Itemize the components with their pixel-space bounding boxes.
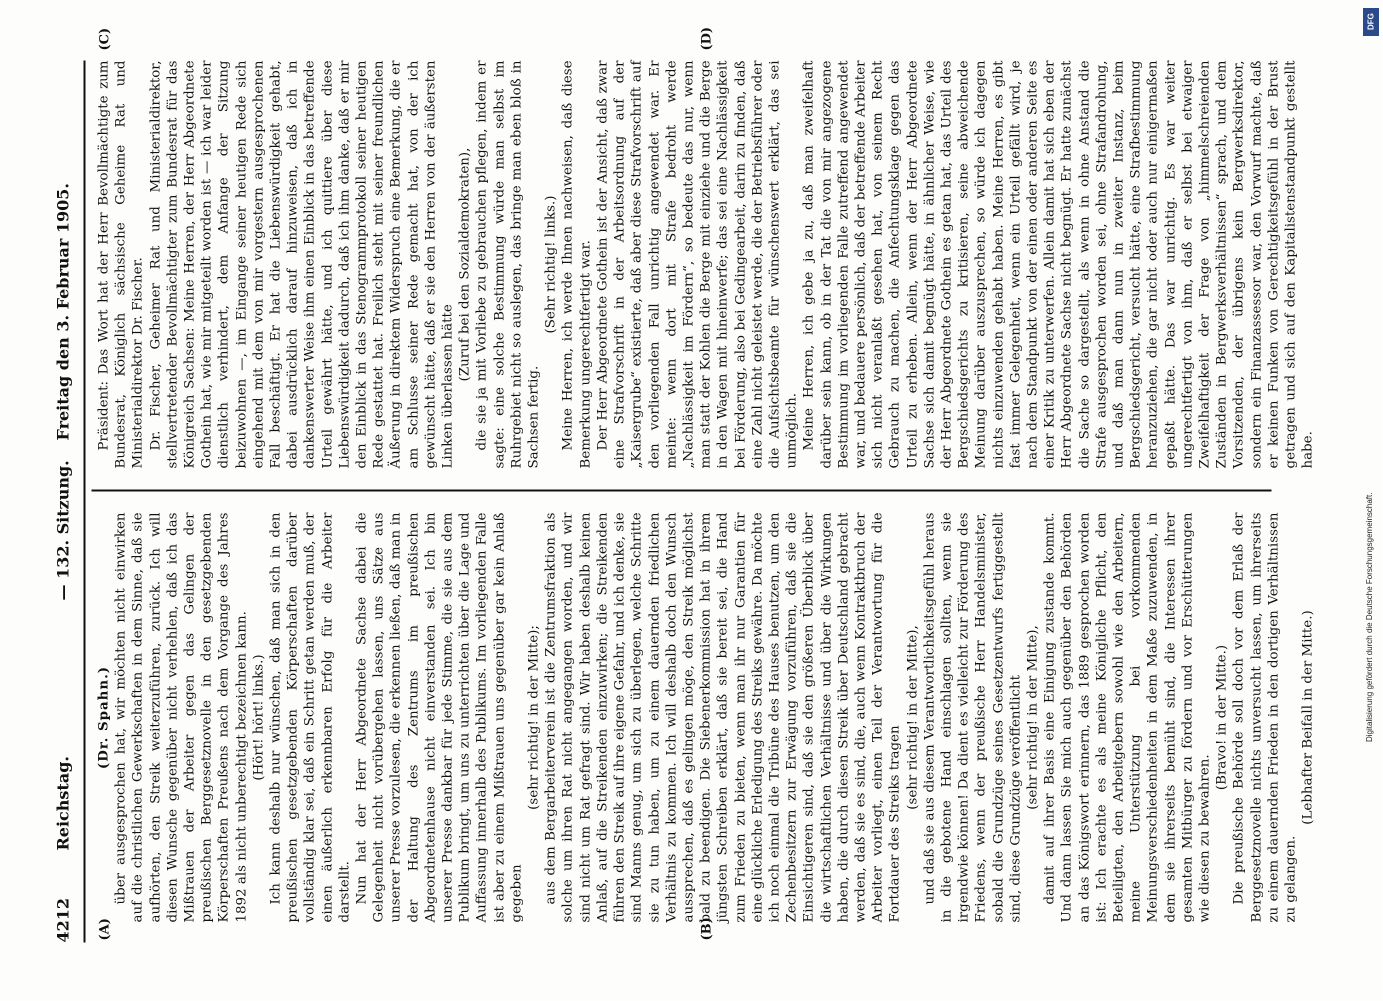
- header-date: Freitag den 3. Februar 1905.: [53, 182, 73, 441]
- paragraph: und daß sie aus diesem Verantwortlichkeitsgefühl heraus in die gebotene Hand einschlagen sollten, wenn sie irgendwie können! Da dient es vielleicht zur Förderung des Friedens, wenn der preußische Herr Handelsminister, sobald die Grundzüge seines Gesetzentwurfs fertiggestellt sind, diese Grundzüge veröffentlicht: [922, 512, 1024, 923]
- side-strip: [1361, 0, 1383, 1000]
- paragraph: Nun hat der Herr Abgeordnete Sachse dabei die Gelegenheit nicht vorübergehen lassen, uns Sätze aus unserer Presse vorzulesen, die erkennen ließen, daß man in der Haltung des Zentrums im preußischen Abgeordnetenhause nicht einverstanden sei. Ich bin unserer Presse dankbar für jede Stimme, die sie aus dem Publikum bringt, um uns zu unterrichten über die Lage und Auffassung innerhalb des Publikums. Im vorliegenden Falle ist aber zu einem Mißtrauen uns gegenüber gar kein Anlaß gegeben: [354, 512, 525, 923]
- column-divider: [92, 490, 1272, 492]
- paragraph: aus dem Bergarbeiterverein ist die Zentrumsfraktion als solche um ihren Rat nicht angegangen worden, und wir sind nicht um Rat gefragt sind. Wir haben deshalb keinen Anlaß, auf die Streikenden einzuwirken; die Streikenden führen den Streik auf ihre eigene Gefahr, und ich denke, sie sind Manns genug, um sich zu überlegen, welche Schritte sie zu tun haben, um zu einem dauernden friedlichen Verhältnis zu kommen. Ich will deshalb doch den Wunsch aussprechen, daß es gelingen möge, den Streik möglichst bald zu beendigen. Die Siebenerkommission hat in ihrem jüngsten Schreiben erklärt, daß sie bereit sei, die Hand zum Frieden zu bieten, wenn man ihr nur Garantien für eine glückliche Erledigung des Streiks gewähre. Da möchte ich noch einmal die Tribüne des Hauses benutzen, um den Zechenbesitzern zur Erwägung vorzuführen, daß sie die Einsichtigeren sind, daß sie den größeren Überblick über die wirtschaftlichen Verhältnisse und über die Wirkungen haben, die durch diesen Streik über Deutschland gebracht werden, daß sie es sind, die, auch wenn Kontraktbruch der Arbeiter vorliegt, einen Teil der Verantwortung für die Fortdauer des Streiks tragen: [543, 512, 903, 923]
- interjection: (Lebhafter Beifall in der Mitte.): [1300, 610, 1316, 825]
- paragraph: Dr. Fischer, Geheimer Rat und Ministerialdirektor, stellvertretender Bevollmächtigter zum Bundesrat für das Königreich Sachsen: Meine Herren, der Herr Abgeordnete Gothein hat, wie mir mitgeteilt worden ist — ich war leider dienstlich verhindert, dem Anfange der Sitzung beizuwohnen —, im Eingange seiner heutigen Rede sich eingehend mit dem von mir vorgestern ausgesprochenen Fall beschäftigt. Er hat die Liebenswürdigkeit gehabt, dabei ausdrücklich darauf hinzuweisen, daß ich in dankenswerter Weise ihm einen Einblick in das betreffende Urteil gewährt hätte, und ich quittiere über diese Liebenswürdigkeit dadurch, daß ich ihm danke, daß er mir den Einblick in das Stenogrammprotokoll seiner heutigen Rede gestattet hat. Freilich steht mit seiner freundlichen Äußerung in direktem Widerspruch eine Bemerkung, die er am Schlusse seiner Rede gemacht hat, von der ich gewünscht hätte, daß er sie den Herren von der äußersten Linken überlassen hätte: [148, 60, 456, 469]
- rotated-page: [0, 1, 1383, 1001]
- paragraph: die sie ja mit Vorliebe zu gebrauchen pflegen, indem er sagte: eine solche Bestimmung würde man selbst im Ruhrgebiet nicht so auslegen, das bringe man eben bloß in Sachsen fertig.: [474, 60, 542, 469]
- interjection: (sehr richtig! in der Mitte),: [905, 625, 921, 810]
- paragraph: Präsident: Das Wort hat der Herr Bevollmächtigte zum Bundesrat, Königlich sächsische Geheime Rat und Ministerialdirektor Dr. Fischer.: [96, 60, 146, 469]
- margin-mark-c: (C): [97, 27, 113, 51]
- dfg-logo: DFG: [1363, 8, 1379, 36]
- paragraph: Meine Herren, ich gebe ja zu, daß man zweifelhaft darüber sein kann, ob in der Tat die von mir angezogene Bestimmung im vorliegenden Falle zutreffend angewendet war, und bedauere persönlich, daß der betreffende Arbeiter sich nicht veranlaßt gesehen hat, von seinem Recht Gebrauch zu machen, die Anfechtungsklage gegen das Urteil zu erheben. Allein, wenn der Herr Abgeordnete Sachse sich damit begnügt hätte, in ähnlicher Weise, wie der Herr Abgeordnete Gothein es getan hat, das Urteil des Bergschiedsgerichts zu kritisieren, seine abweichende Meinung darüber auszusprechen, so würde ich dagegen nichts einzuwenden gehabt haben. Meine Herren, es gibt fast immer Gelegenheit, wenn ein Urteil gefällt wird, je nach dem Standpunkt von der einen oder anderen Seite es einer Kritik zu unterwerfen. Allein damit hat sich eben der Herr Abgeordnete Sachse nicht begnügt. Er hatte zunächst die Sache so dargestellt, als wenn in ohne Anstand die Strafe ausgesprochen worden sei, ohne Strafandrohung, und daß man dann nun in zweiter Instanz, beim Bergschiedsgericht, versucht hätte, eine Strafbestimmung heranzuziehen, die gar nicht oder auch nur einigermaßen gepaßt hätte. Das war unrichtig. Es war weiter ungerechtfertigt von ihm, daß er selbst bei etwaiger Zweifelhaftigkeit der Frage von „himmelschreienden Zuständen in Bergwerksverhältnissen“ sprach, und dem Vorsitzenden, der übrigens kein Bergwerksdirektor, sondern ein Finanzassessor war, den Vorwurf machte, daß er keinen Funken von Gerechtigkeitsgefühl in der Brust getragen und sich auf den Kapitalistenstandpunkt gestellt habe.: [801, 60, 1316, 469]
- margin-mark-a: (A): [97, 918, 113, 941]
- interjection: (sehr richtig! in der Mitte);: [526, 625, 542, 810]
- paragraph: Meine Herren, ich werde Ihnen nachweisen, daß diese Bemerkung ungerechtfertigt war.: [560, 60, 594, 469]
- paragraph: damit auf ihrer Basis eine Einigung zustande kommt. Und dann lassen Sie mich auch gegenüber den Behörden an das Königswort erinnern, das 1889 gesprochen worden ist: Ich erachte es als meine Königliche Pflicht, den Beteiligten, den Arbeitgebern sowohl wie den Arbeitern, meine Unterstützung bei vorkommenden Meinungsverschiedenheiten in dem Maße zuzuwenden, in dem sie ihrerseits bemüht sind, die Interessen ihrer gesamten Mitbürger zu fördern und vor Erschütterungen wie diesen zu bewahren.: [1042, 512, 1213, 923]
- right-text-column: [96, 60, 1316, 469]
- interjection: (Bravo! in der Mitte.): [1214, 644, 1230, 791]
- interjection: (Zuruf bei den Sozialdemokraten),: [457, 147, 473, 382]
- page-number: 4212: [53, 897, 73, 943]
- header-title: Reichstag.: [53, 756, 73, 851]
- header-rule: [84, 61, 86, 943]
- interjection: (Hört! hört! links.): [251, 654, 267, 781]
- interjection: (sehr richtig! in der Mitte),: [1025, 625, 1041, 810]
- header-session: — 132. Sitzung.: [53, 460, 73, 601]
- paragraph: Ich kann deshalb nur wünschen, daß man sich in den preußischen gesetzgebenden Körperschaften darüber vollständig klar sei, daß ein Schritt getan werden muß, der einen äußerlich erkennbaren Erfolg für die Arbeiter darstellt.: [268, 512, 353, 923]
- left-text-column: [95, 512, 1316, 923]
- margin-mark-b: (B): [699, 917, 715, 941]
- paragraph: über ausgesprochen hat, wir möchten nicht einwirken auf die christlichen Gewerkschaften in dem Sinne, daß sie aufhörten, den Streik weiterzuführen, zurück. Ich will diesen Wunsche gegenüber nicht verhehlen, daß ich das Mißtrauen der Arbeiter gegen das Gelingen der preußischen Berggesetznovelle in den gesetzgebenden Körperschaften Preußens nach dem Vorgange des Jahres 1892 als nicht unberechtigt bezeichnen kann.: [113, 512, 250, 923]
- speaker-label: (Dr. Spahn.): [95, 665, 112, 770]
- digitization-note: Digitalisierung gefördert durch die Deutsche Forschungsgemeinschaft.: [1365, 492, 1374, 742]
- paragraph: Der Herr Abgeordnete Gothein ist der Ansicht, daß zwar eine Strafvorschrift in der Arbeitsordnung auf der „Kaisergrube“ existierte, daß aber diese Strafvorschrift auf den vorliegenden Fall unrichtig angewendet war. Er meinte: wenn dort mit Strafe bedroht werde „Nachlässigkeit im Fördern“, so bedeute das nur, wenn man statt der Kohlen die Berge mit einziehe und die Berge in den Wagen mit hineinwerfe; das sei eine Nachlässigkeit bei Förderung, also bei Gedingearbeit, darin zu finden, daß eine Zahl nicht geleistet werde, die der Betriebsführer oder die Aufsichtsbeamte für wünschenswert erklärt, das sei unmöglich.: [595, 60, 800, 469]
- interjection: (Sehr richtig! links.): [543, 195, 559, 334]
- margin-mark-d: (D): [699, 26, 715, 51]
- paragraph: Die preußische Behörde soll doch vor dem Erlaß der Berggesetznovelle nichts unversucht lassen, um ihrerseits zu einem dauernden Frieden in den dortigen Verhältnissen zu gelangen.: [1231, 512, 1299, 923]
- page-header: [48, 1, 88, 1001]
